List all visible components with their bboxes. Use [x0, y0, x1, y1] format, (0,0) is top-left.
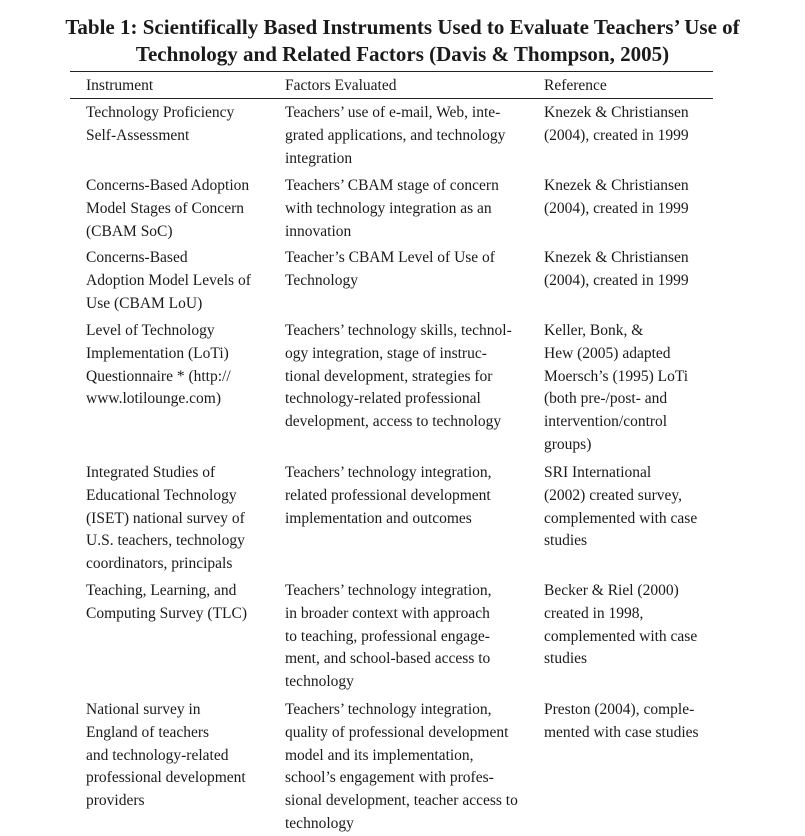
- table-title-line-1: Table 1: Scientifically Based Instruments Used to Evaluate Teachers’ Use of: [65, 15, 740, 39]
- row-2-reference: Knezek & Christiansen (2004), created in 1999: [544, 177, 689, 217]
- row-3-factors: Teacher’s CBAM Level of Use of Technology: [285, 249, 495, 289]
- row-7-factors: Teachers’ technology integration, quality of professional development model and its implementation, school’s engagement with profes- sional development, teacher access to technology: [285, 701, 518, 832]
- header-reference: Reference: [544, 77, 607, 94]
- table-title-line-2: Technology and Related Factors (Davis & Thompson, 2005): [135, 42, 670, 66]
- header-rule: [70, 98, 713, 99]
- row-4-instrument: Level of Technology Implementation (LoTi) Questionnaire * (http:// www.lotilounge.com): [86, 322, 231, 408]
- row-5-factors: Teachers’ technology integration, related professional development implementation and outcomes: [285, 464, 492, 527]
- row-4-reference: Keller, Bonk, & Hew (2005) adapted Moersch’s (1995) LoTi (both pre-/post- and intervention/control groups): [544, 322, 689, 453]
- header-factors-evaluated: Factors Evaluated: [285, 77, 397, 94]
- row-5-instrument: Integrated Studies of Educational Technology (ISET) national survey of U.S. teachers, technology coordinators, principals: [86, 464, 245, 573]
- row-6-instrument: Teaching, Learning, and Computing Survey (TLC): [86, 582, 248, 622]
- row-4-factors: Teachers’ technology skills, technol- ogy integration, stage of instruc- tional development, strategies for technology-related professional development, access to technology: [285, 322, 512, 431]
- row-1-instrument: Technology Proficiency Self-Assessment: [86, 104, 235, 144]
- row-7-instrument: National survey in England of teachers and technology-related professional development providers: [86, 701, 246, 810]
- row-3-reference: Knezek & Christiansen (2004), created in 1999: [544, 249, 689, 289]
- row-2-instrument: Concerns-Based Adoption Model Stages of Concern (CBAM SoC): [86, 177, 250, 240]
- table-top-rule: [70, 71, 713, 72]
- row-7-reference: Preston (2004), comple- mented with case studies: [544, 701, 699, 741]
- row-6-factors: Teachers’ technology integration, in broader context with approach to teaching, professional engage- ment, and school-based access to technology: [285, 582, 492, 691]
- row-1-reference: Knezek & Christiansen (2004), created in 1999: [544, 104, 689, 144]
- table-title: [0, 14, 805, 68]
- row-1-factors: Teachers’ use of e-mail, Web, inte- grated applications, and technology integration: [285, 104, 506, 167]
- row-6-reference: Becker & Riel (2000) created in 1998, complemented with case studies: [544, 582, 698, 668]
- header-instrument: Instrument: [86, 77, 154, 94]
- row-2-factors: Teachers’ CBAM stage of concern with technology integration as an innovation: [285, 177, 499, 240]
- row-5-reference: SRI International (2002) created survey, complemented with case studies: [544, 464, 698, 550]
- row-3-instrument: Concerns-Based Adoption Model Levels of Use (CBAM LoU): [86, 249, 251, 312]
